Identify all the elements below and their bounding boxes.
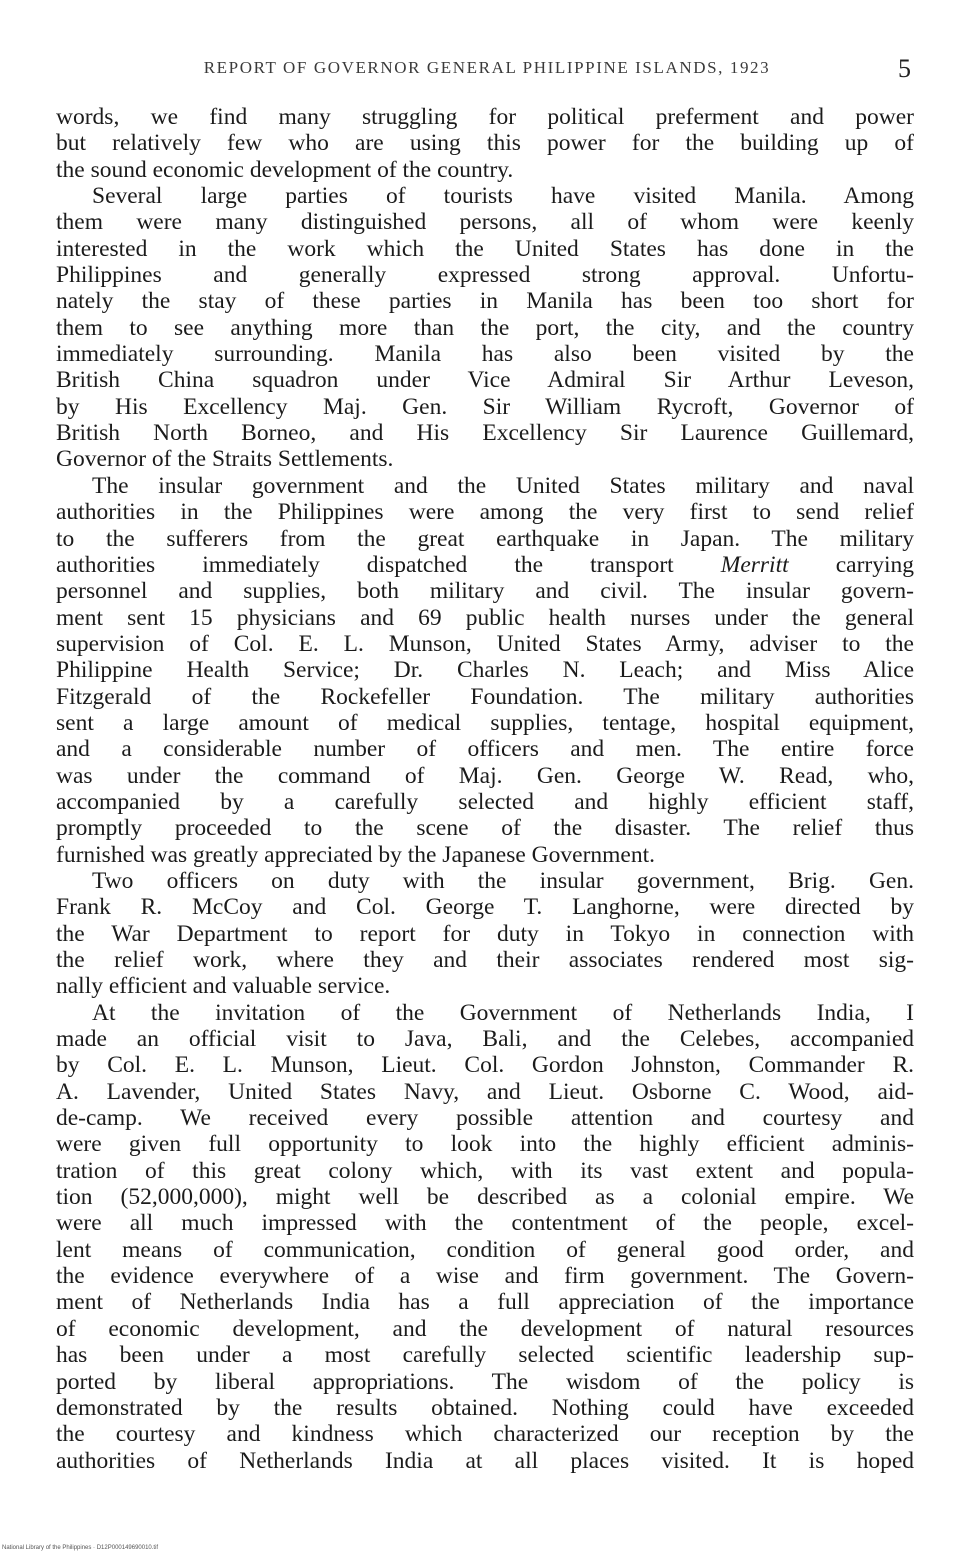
text-line: tion (52,000,000), might well be described as a colonial empire. We [56, 1184, 914, 1211]
text-line: A. Lavender, United States Navy, and Lieut. Osborne C. Wood, aid- [56, 1078, 914, 1105]
text-line: de-camp. We received every possible attention and courtesy and [56, 1105, 914, 1132]
text-line: ment of Netherlands India has a full appreciation of the importance [56, 1289, 914, 1316]
text-line: the evidence everywhere of a wise and firm government. The Govern- [56, 1263, 914, 1290]
text-line: by His Excellency Maj. Gen. Sir William Rycroft, Governor of [56, 393, 914, 420]
text-line: the War Department to report for duty in Tokyo in connection with [56, 920, 914, 947]
text-line: them to see anything more than the port, the city, and the country [56, 314, 914, 341]
text-line: Philippines and generally expressed strong approval. Unfortu- [56, 262, 914, 289]
text-line: demonstrated by the results obtained. Nothing could have exceeded [56, 1394, 914, 1421]
text-line: British China squadron under Vice Admiral Sir Arthur Leveson, [56, 367, 914, 394]
paragraph-first-line: At the invitation of the Government of Netherlands India, I [92, 999, 914, 1026]
running-header: REPORT OF GOVERNOR GENERAL PHILIPPINE ISLANDS, 1923 [203, 58, 771, 77]
text-line: Philippine Health Service; Dr. Charles N. Leach; and Miss Alice [56, 657, 914, 684]
text-line: them were many distinguished persons, all of whom were keenly [56, 209, 914, 236]
text-line: personnel and supplies, both military and civil. The insular govern- [56, 578, 914, 605]
text-line: tration of this great colony which, with its vast extent and popula- [56, 1157, 914, 1184]
text-line: interested in the work which the United States has done in the [56, 235, 914, 262]
text-line: Governor of the Straits Settlements. [56, 446, 394, 473]
text-line: was under the command of Maj. Gen. George W. Read, who, [56, 762, 914, 789]
text-line: authorities immediately dispatched the transport Merritt carrying [56, 551, 914, 578]
text-line: and a considerable number of officers and men. The entire force [56, 736, 914, 763]
text-line: were given full opportunity to look into the highly efficient adminis- [56, 1131, 914, 1158]
text-line: Fitzgerald of the Rockefeller Foundation. The military authorities [56, 683, 914, 710]
text-line: promptly proceeded to the scene of the disaster. The relief thus [56, 815, 914, 842]
text-line: the relief work, where they and their associates rendered most sig- [56, 947, 914, 973]
text-line: immediately surrounding. Manila has also been visited by the [56, 341, 914, 368]
body-text [56, 104, 914, 1474]
text-line: furnished was greatly appreciated by the Japanese Government. [56, 841, 656, 868]
text-line: accompanied by a carefully selected and highly efficient staff, [56, 788, 914, 815]
text-line: sent a large amount of medical supplies, tentage, hospital equipment, [56, 709, 914, 736]
text-line: were all much impressed with the contentment of the people, excel- [56, 1210, 914, 1237]
text-line: the sound economic development of the country. [56, 156, 514, 183]
text-line: made an official visit to Java, Bali, and the Celebes, accompanied [56, 1026, 914, 1053]
text-line: authorities in the Philippines were among the very first to send relief [56, 499, 914, 526]
paragraph-first-line: The insular government and the United States military and naval [92, 472, 914, 499]
text-line: the courtesy and kindness which characterized our reception by the [56, 1421, 914, 1448]
text-line: British North Borneo, and His Excellency Sir Laurence Guillemard, [56, 420, 914, 447]
text-line: nally efficient and valuable service. [56, 973, 391, 1000]
text-line: to the sufferers from the great earthquake in Japan. The military [56, 525, 914, 552]
text-line: Frank R. McCoy and Col. George T. Langhorne, were directed by [56, 894, 914, 921]
text-line: ported by liberal appropriations. The wisdom of the policy is [56, 1368, 914, 1395]
text-line: ment sent 15 physicians and 69 public health nurses under the general [56, 604, 914, 631]
text-line: words, we find many struggling for political preferment and power [56, 104, 914, 130]
ship-name: Merritt [720, 551, 789, 578]
text-line: by Col. E. L. Munson, Lieut. Col. Gordon Johnston, Commander R. [56, 1052, 914, 1079]
text-line: but relatively few who are using this power for the building up of [56, 130, 914, 157]
paragraph-first-line: Several large parties of tourists have visited Manila. Among [92, 183, 914, 210]
text-line: lent means of communication, condition of general good order, and [56, 1236, 914, 1263]
page-number: 5 [898, 54, 911, 83]
text-line: supervision of Col. E. L. Munson, United States Army, adviser to the [56, 630, 914, 657]
scan-credit: National Library of the Philippines · D12P000149690010.tif [2, 1545, 159, 1551]
text-line: nately the stay of these parties in Manila has been too short for [56, 288, 914, 315]
text-line: authorities of Netherlands India at all places visited. It is hoped [56, 1447, 914, 1474]
paragraph-first-line: Two officers on duty with the insular government, Brig. Gen. [92, 867, 914, 894]
text-line: of economic development, and the development of natural resources [56, 1315, 914, 1342]
text-line: has been under a most carefully selected scientific leadership sup- [56, 1342, 914, 1369]
